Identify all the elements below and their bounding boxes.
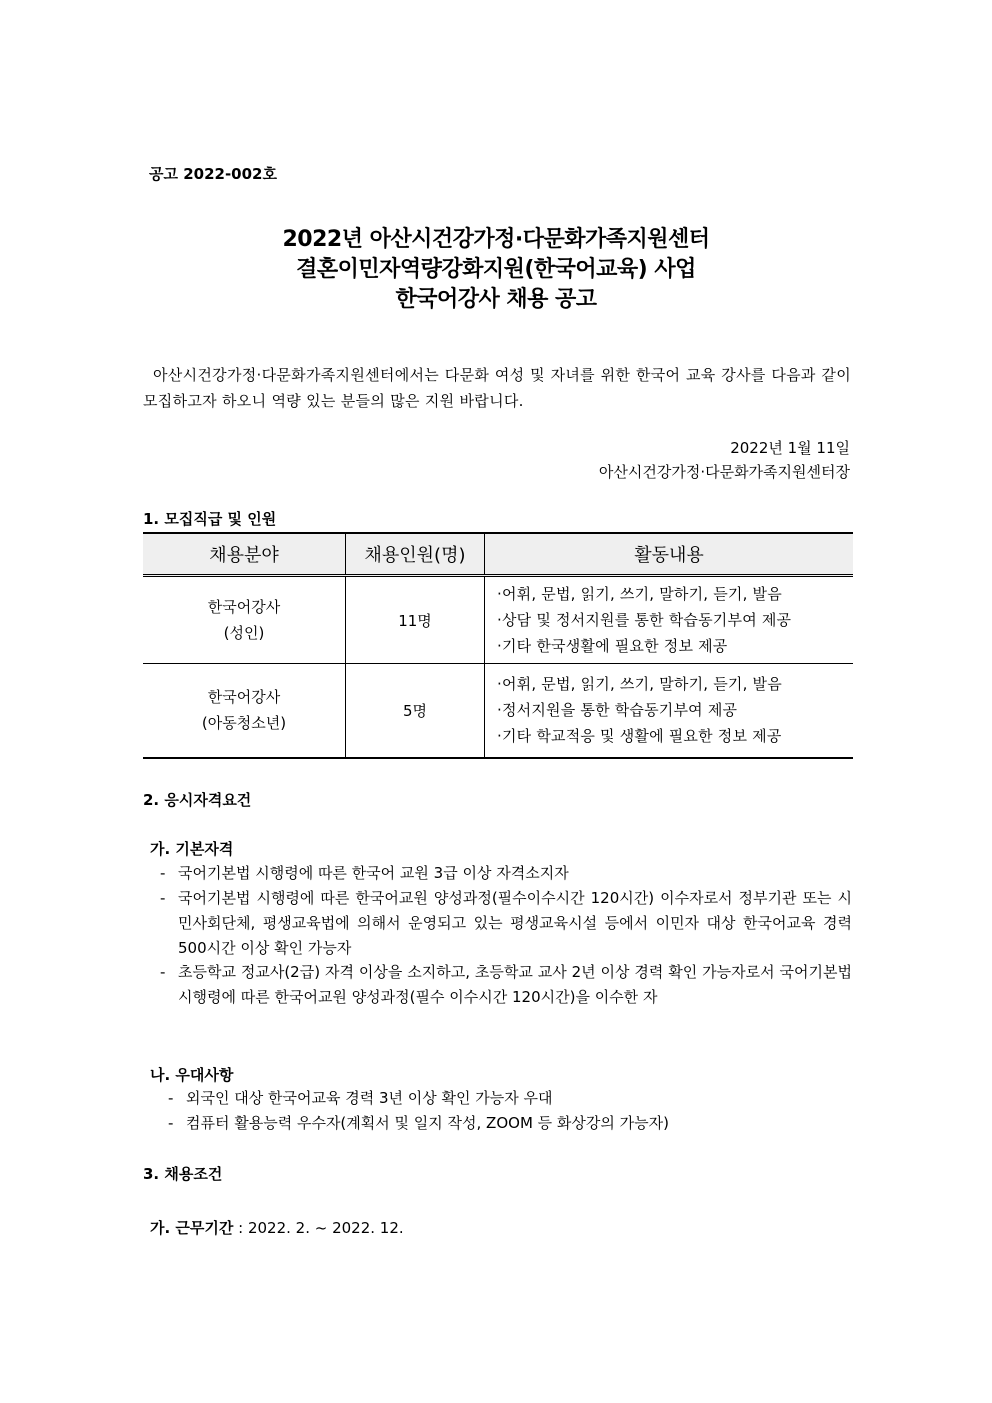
table-row xyxy=(143,664,853,758)
activities-cell xyxy=(485,664,854,758)
activity-item: ·정서지원을 통한 학습동기부여 제공 xyxy=(497,701,738,720)
table-row xyxy=(143,576,853,664)
column-header-field: 채용분야 xyxy=(143,533,346,576)
title-line-3: 한국어강사 채용 공고 xyxy=(395,287,597,312)
activity-item: ·기타 학교적응 및 생활에 필요한 정보 제공 xyxy=(497,727,782,746)
field-cell xyxy=(143,664,346,758)
activity-item: ·기타 한국생활에 필요한 정보 제공 xyxy=(497,637,728,655)
work-period-value: : 2022. 2. ~ 2022. 12. xyxy=(233,1219,404,1237)
preference-item xyxy=(168,1086,852,1111)
work-period xyxy=(150,1217,404,1238)
preference-heading: 나. 우대사항 xyxy=(150,1066,234,1084)
activity-item: ·어휘, 문법, 읽기, 쓰기, 말하기, 듣기, 발음 xyxy=(497,585,782,603)
qualification-text: 초등학교 정교사(2급) 자격 이상을 소지하고, 초등학교 교사 2년 이상 경력 확인 가능자로서 국어기본법 시행령에 따른 한국어교원 양성과정(필수 이수시간 120시간)을 이수한 자 xyxy=(178,963,852,1006)
dash-marker: - xyxy=(160,864,166,882)
preference-item xyxy=(168,1111,852,1136)
dash-marker: - xyxy=(160,963,166,981)
field-name: 한국어강사 xyxy=(207,598,281,616)
dash-marker: - xyxy=(168,1114,174,1132)
preference-text: 컴퓨터 활용능력 우수자(계획서 및 일지 작성, ZOOM 등 화상강의 가능자) xyxy=(186,1114,669,1132)
dash-marker: - xyxy=(160,889,166,907)
qualification-item xyxy=(160,886,852,961)
count-cell: 5명 xyxy=(346,664,485,758)
notice-date: 2022년 1월 11일 xyxy=(730,439,850,457)
field-target: (아동청소년) xyxy=(201,714,287,733)
activity-item: ·어휘, 문법, 읽기, 쓰기, 말하기, 듣기, 발음 xyxy=(497,675,782,694)
qualification-text: 국어기본법 시행령에 따른 한국어교원 양성과정(필수이수시간 120시간) 이수자로서 정부기관 또는 시민사회단체, 평생교육법에 의해서 운영되고 있는 평생교육시설 등에서 이민자 대상 한국어교육 경력 500시간 이상 확인 가능자 xyxy=(178,889,852,957)
dash-marker: - xyxy=(168,1089,174,1107)
activities-cell xyxy=(485,576,854,664)
issuer: 아산시건강가정·다문화가족지원센터장 xyxy=(598,463,850,481)
title-line-1: 2022년 아산시건강가정·다문화가족지원센터 xyxy=(282,227,710,252)
title-line-2: 결혼이민자역량강화지원(한국어교육) 사업 xyxy=(296,257,696,282)
recruitment-table xyxy=(143,532,853,759)
section-2-heading: 2. 응시자격요건 xyxy=(143,791,252,809)
field-cell xyxy=(143,576,346,664)
activity-item: ·상담 및 정서지원를 통한 학습동기부여 제공 xyxy=(497,611,792,629)
qualification-item xyxy=(160,861,852,886)
column-header-activities: 활동내용 xyxy=(485,533,854,576)
count-cell: 11명 xyxy=(346,576,485,664)
qualification-text: 국어기본법 시행령에 따른 한국어 교원 3급 이상 자격소지자 xyxy=(178,864,569,882)
field-name: 한국어강사 xyxy=(207,688,281,707)
notice-number: 공고 2022-002호 xyxy=(149,165,277,183)
basic-qualification-heading: 가. 기본자격 xyxy=(150,840,234,858)
field-target: (성인) xyxy=(223,624,265,642)
intro-paragraph: 아산시건강가정·다문화가족지원센터에서는 다문화 여성 및 자녀를 위한 한국어 교육 강사를 다음과 같이 모집하고자 하오니 역량 있는 분들의 많은 지원 바랍니다. xyxy=(143,366,851,410)
qualification-item xyxy=(160,960,852,1010)
preference-text: 외국인 대상 한국어교육 경력 3년 이상 확인 가능자 우대 xyxy=(186,1089,553,1107)
section-3-heading: 3. 채용조건 xyxy=(143,1165,223,1183)
column-header-count: 채용인원(명) xyxy=(346,533,485,576)
section-1-heading: 1. 모집직급 및 인원 xyxy=(143,510,277,528)
work-period-label: 가. 근무기간 xyxy=(150,1219,234,1237)
